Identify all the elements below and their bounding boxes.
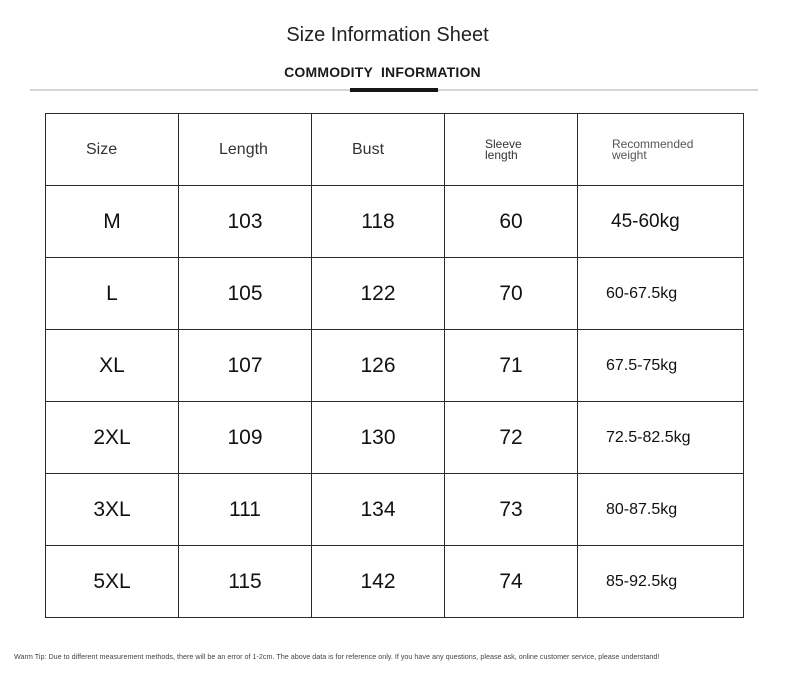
cell-bust: 142 <box>312 546 445 618</box>
table-row <box>46 474 744 546</box>
header-size: Size <box>46 114 179 186</box>
cell-length: 103 <box>179 186 312 258</box>
header-bust: Bust <box>312 114 445 186</box>
size-table <box>45 113 744 618</box>
cell-size: L <box>46 258 179 330</box>
cell-length: 111 <box>179 474 312 546</box>
cell-length: 105 <box>179 258 312 330</box>
cell-weight: 67.5-75kg <box>578 330 744 402</box>
cell-length: 115 <box>179 546 312 618</box>
header-length: Length <box>179 114 312 186</box>
cell-bust: 122 <box>312 258 445 330</box>
table-row <box>46 330 744 402</box>
section-heading: COMMODITY INFORMATION <box>284 64 481 80</box>
header-sleeve-length: Sleeve length <box>445 114 578 186</box>
cell-weight: 85-92.5kg <box>578 546 744 618</box>
cell-length: 109 <box>179 402 312 474</box>
cell-size: 5XL <box>46 546 179 618</box>
cell-sleeve: 74 <box>445 546 578 618</box>
cell-size: 2XL <box>46 402 179 474</box>
cell-bust: 130 <box>312 402 445 474</box>
divider-accent <box>350 88 438 92</box>
cell-bust: 126 <box>312 330 445 402</box>
table-row <box>46 258 744 330</box>
cell-sleeve: 71 <box>445 330 578 402</box>
table-row <box>46 546 744 618</box>
table-row <box>46 186 744 258</box>
cell-length: 107 <box>179 330 312 402</box>
cell-bust: 134 <box>312 474 445 546</box>
cell-sleeve: 72 <box>445 402 578 474</box>
cell-weight: 60-67.5kg <box>578 258 744 330</box>
table-row <box>46 402 744 474</box>
cell-size: XL <box>46 330 179 402</box>
table-header-row <box>46 114 744 186</box>
header-recommended-weight: Recommended weight <box>578 114 744 186</box>
cell-size: 3XL <box>46 474 179 546</box>
warm-tip-note: Warm Tip: Due to different measurement methods, there will be an error of 1-2cm. The above data is for reference only. If you have any questions, please ask, online customer service, please understand! <box>14 652 660 661</box>
cell-bust: 118 <box>312 186 445 258</box>
cell-sleeve: 70 <box>445 258 578 330</box>
cell-size: M <box>46 186 179 258</box>
cell-weight: 45-60kg <box>578 186 744 258</box>
cell-weight: 80-87.5kg <box>578 474 744 546</box>
cell-weight: 72.5-82.5kg <box>578 402 744 474</box>
cell-sleeve: 60 <box>445 186 578 258</box>
cell-sleeve: 73 <box>445 474 578 546</box>
page-title: Size Information Sheet <box>286 24 489 46</box>
